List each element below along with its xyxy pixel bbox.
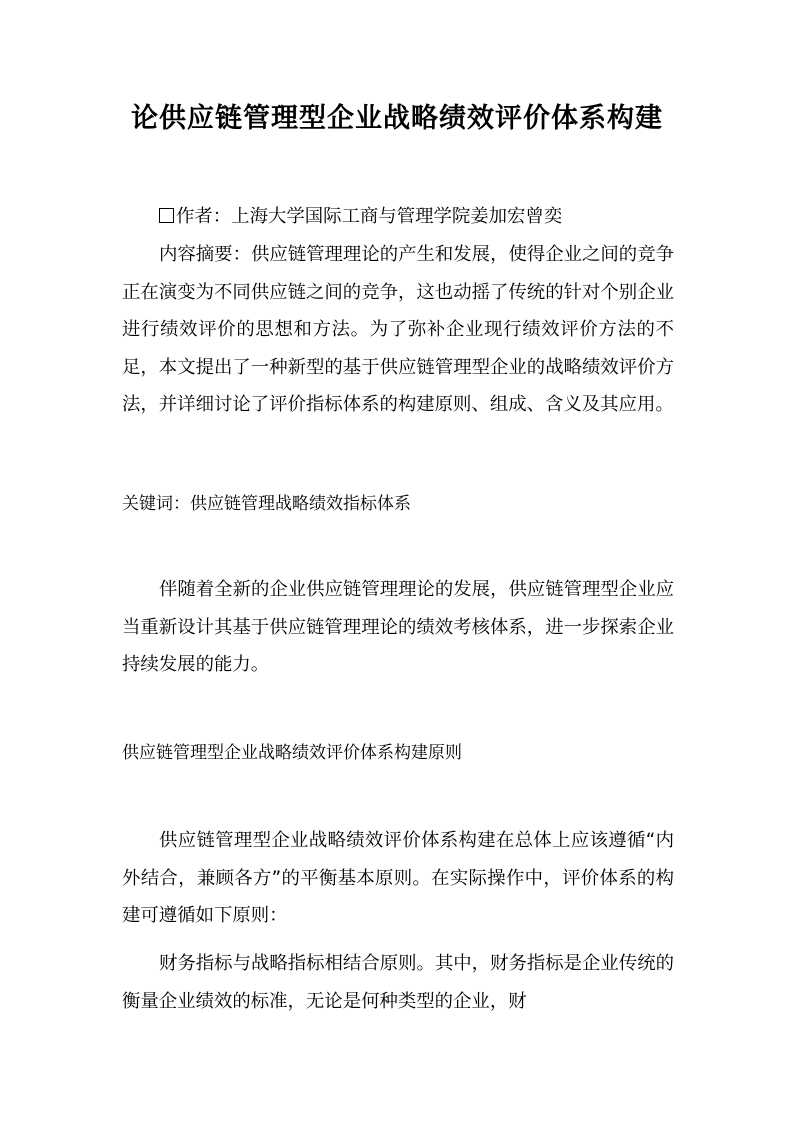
section-paragraph: 供应链管理型企业战略绩效评价体系构建在总体上应该遵循“内外结合，兼顾各方”的平衡基本原则。在实际操作中，评价体系的构建可遵循如下原则： xyxy=(122,830,674,926)
author-text: 作者：上海大学国际工商与管理学院姜加宏曾奕 xyxy=(176,206,563,227)
intro-paragraph: 伴随着全新的企业供应链管理理论的发展，供应链管理型企业应当重新设计其基于供应链管理理论的绩效考核体系，进一步探索企业持续发展的能力。 xyxy=(122,579,674,675)
keywords-line: 关键词：供应链管理战略绩效指标体系 xyxy=(122,494,411,514)
abstract-paragraph: 内容摘要：供应链管理理论的产生和发展，使得企业之间的竞争正在演变为不同供应链之间的竞争，这也动摇了传统的针对个别企业进行绩效评价的思想和方法。为了弥补企业现行绩效评价方法的不足，本文提出了一种新型的基于供应链管理型企业的战略绩效评价方法，并详细讨论了评价指标体系的构建原则、组成、含义及其应用。 xyxy=(122,244,674,415)
principle-paragraph: 财务指标与战略指标相结合原则。其中，财务指标是企业传统的衡量企业绩效的标准，无论是何种类型的企业，财 xyxy=(122,953,674,1012)
section-heading: 供应链管理型企业战略绩效评价体系构建原则 xyxy=(122,743,462,763)
author-line xyxy=(122,198,674,236)
checkbox-icon xyxy=(159,208,174,223)
document-title: 论供应链管理型企业战略绩效评价体系构建 xyxy=(131,103,663,134)
